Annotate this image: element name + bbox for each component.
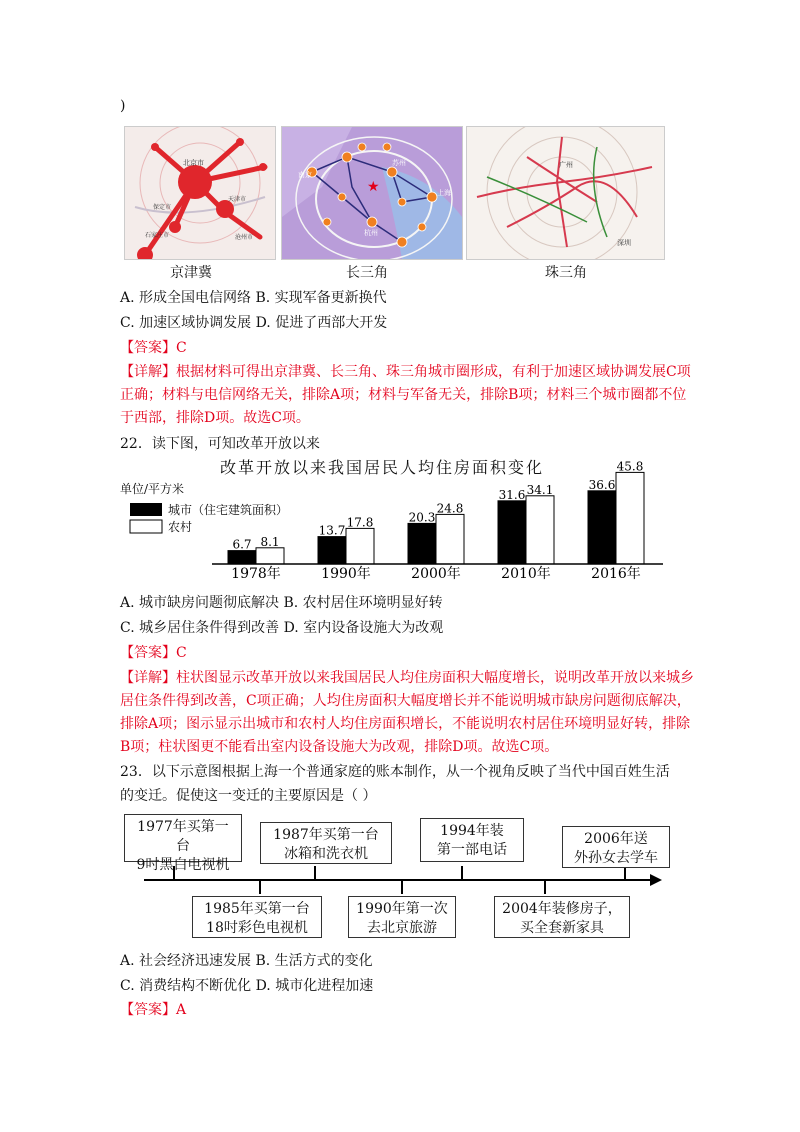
svg-text:南京: 南京 (298, 171, 312, 179)
x-tick-label: 1978年 (231, 566, 281, 582)
q21-options-cd: C. 加速区域协调发展 D. 促进了西部大开发 (120, 315, 388, 331)
question-21-closing-paren: ) (120, 98, 126, 114)
timeline-event-2006: 2006年送 外孙女去学车 (562, 826, 670, 868)
x-tick-label: 2000年 (411, 566, 461, 582)
chart-unit-label: 单位/平方米 (120, 482, 185, 496)
svg-text:保定市: 保定市 (153, 204, 172, 211)
bar-rural-1990年 (346, 528, 374, 564)
x-tick-label: 2010年 (501, 566, 551, 582)
map-changsanjiao (281, 126, 463, 260)
svg-text:天津市: 天津市 (228, 196, 247, 203)
timeline-event-2004: 2004年装修房子， 买全套新家具 (494, 896, 630, 938)
svg-text:杭州: 杭州 (364, 229, 378, 237)
bar-city-2016年 (588, 491, 616, 564)
svg-text:石家庄市: 石家庄市 (145, 232, 170, 239)
map-jingjinji (124, 126, 276, 260)
q22-stem: 22．读下图，可知改革开放以来 (120, 436, 320, 452)
q23-stem-line2: 的变迁。促使这一变迁的主要原因是（ ） (120, 788, 377, 804)
timeline-diagram (120, 812, 680, 940)
bar-rural-2016年 (616, 472, 644, 564)
bar-city-1978年 (228, 551, 256, 564)
svg-text:★: ★ (367, 179, 380, 195)
detail-tag: 【详解】 (120, 364, 176, 380)
x-tick-label: 2016年 (591, 566, 641, 582)
answer-value: C (176, 340, 187, 356)
svg-text:广州: 广州 (559, 161, 573, 169)
answer-value: C (176, 645, 187, 661)
answer-tag: 【答案】 (120, 645, 176, 661)
chart-title: 改革开放以来我国居民人均住房面积变化 (220, 458, 545, 477)
data-label-city-2016年: 36.6 (588, 477, 616, 492)
bar-rural-2000年 (436, 514, 464, 564)
detail-text: 根据材料可得出京津冀、长三角、珠三角城市圈形成，有利于加速区域协调发展C项正确；材料与电信网络无关，排除A项；材料与军备无关，排除B项；材料三个城市圈都不位于西部，排除D项。故选C项。 (120, 364, 691, 426)
q22-explanation (120, 667, 700, 759)
map-caption-changsanjiao: 长三角 (346, 265, 388, 281)
svg-text:深圳: 深圳 (617, 239, 631, 247)
data-label-rural-2010年: 34.1 (526, 482, 554, 497)
timeline-event-1985: 1985年买第一台 18吋彩色电视机 (192, 896, 322, 938)
q21-options-ab: A. 形成全国电信网络 B. 实现军备更新换代 (120, 290, 387, 306)
jingjinji-map-graphic (125, 127, 275, 259)
q22-options-cd: C. 城乡居住条件得到改善 D. 室内设备设施大为改观 (120, 620, 444, 636)
legend-swatch-rural (130, 520, 162, 533)
data-label-rural-1978年: 8.1 (260, 534, 280, 549)
data-label-city-2000年: 20.3 (408, 510, 436, 525)
housing-area-bar-chart (120, 456, 670, 582)
q23-stem-line1: 23．以下示意图根据上海一个普通家庭的账本制作，从一个视角反映了当代中国百姓生活 (120, 764, 670, 780)
bar-city-2010年 (498, 501, 526, 564)
svg-text:苏州: 苏州 (392, 159, 406, 167)
data-label-city-1978年: 6.7 (232, 537, 252, 552)
q23-options-ab: A. 社会经济迅速发展 B. 生活方式的变化 (120, 953, 373, 969)
answer-value: A (176, 1002, 187, 1018)
map-zhusanjiao (466, 126, 665, 260)
bar-city-1990年 (318, 537, 346, 564)
timeline-event-1977: 1977年买第一台 9吋黑白电视机 (124, 814, 242, 862)
detail-text: 柱状图显示改革开放以来我国居民人均住房面积大幅度增长，说明改革开放以来城乡居住条件得到改善，C项正确；人均住房面积大幅度增长并不能说明城市缺房问题彻底解决，排除A项；图示显示出城市和农村人均住房面积增长，不能说明农村居住环境明显好转，排除B项；柱状图更不能看出室内设备设施大为改观，排除D项。故选C项。 (120, 670, 694, 755)
data-label-rural-2016年: 45.8 (616, 459, 644, 474)
legend-swatch-city (130, 503, 162, 516)
detail-tag: 【详解】 (120, 670, 176, 686)
data-label-city-2010年: 31.6 (498, 487, 526, 502)
data-label-rural-2000年: 24.8 (436, 501, 464, 516)
timeline-event-1994: 1994年装 第一部电话 (420, 818, 524, 862)
x-tick-label: 1990年 (321, 566, 371, 582)
map-caption-zhusanjiao: 珠三角 (545, 265, 587, 281)
q21-explanation (120, 361, 700, 430)
q21-answer (120, 338, 187, 358)
map-caption-jingjinji: 京津冀 (170, 265, 212, 281)
svg-text:北京市: 北京市 (183, 159, 204, 167)
q22-answer (120, 643, 187, 663)
q23-answer (120, 1000, 186, 1020)
timeline-event-1987: 1987年买第一台 冰箱和洗衣机 (260, 822, 392, 864)
bar-city-2000年 (408, 523, 436, 564)
timeline-event-1990: 1990年第一次 去北京旅游 (348, 896, 456, 938)
svg-text:沧州市: 沧州市 (235, 234, 254, 241)
svg-text:上海: 上海 (437, 189, 451, 197)
bar-rural-1978年 (256, 548, 284, 564)
legend-label-rural: 农村 (168, 520, 193, 534)
bar-rural-2010年 (526, 496, 554, 564)
legend-label-city: 城市（住宅建筑面积） (168, 503, 289, 517)
answer-tag: 【答案】 (120, 340, 176, 356)
data-label-city-1990年: 13.7 (318, 523, 346, 538)
q22-options-ab: A. 城市缺房问题彻底解决 B. 农村居住环境明显好转 (120, 595, 443, 611)
changsanjiao-map-graphic (282, 127, 462, 259)
q23-options-cd: C. 消费结构不断优化 D. 城市化进程加速 (120, 978, 374, 994)
zhusanjiao-map-graphic (467, 127, 664, 259)
data-label-rural-1990年: 17.8 (346, 515, 374, 530)
answer-tag: 【答案】 (120, 1002, 176, 1018)
